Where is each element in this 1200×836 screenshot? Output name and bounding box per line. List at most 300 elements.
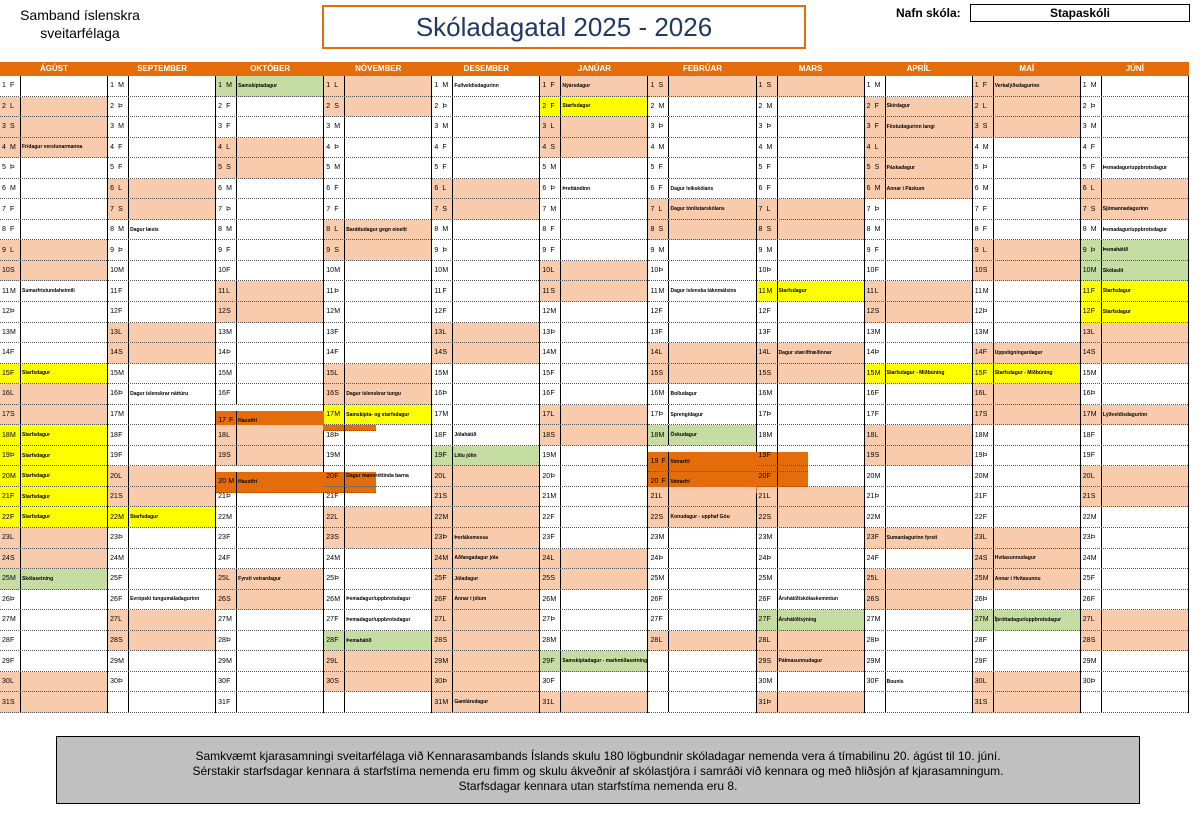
- day-number: 21: [110, 493, 118, 501]
- day-cell: [216, 199, 323, 220]
- weekday-letter: F: [226, 698, 231, 706]
- day-note: [1101, 323, 1188, 343]
- weekday-letter: S: [442, 637, 447, 645]
- day-number: 7: [326, 205, 331, 213]
- day-cell: [973, 405, 1080, 426]
- day-cell: [1081, 323, 1188, 344]
- day-number: 23: [542, 534, 551, 542]
- day-number: 16: [650, 390, 659, 398]
- day-number: 11: [542, 287, 550, 295]
- day-note: Bounis: [885, 672, 972, 692]
- day-cell: [1081, 343, 1188, 364]
- month-column: [757, 76, 865, 713]
- day-note: Páskadagur: [885, 158, 972, 178]
- day-note: [993, 323, 1080, 343]
- day-number: 5: [110, 164, 114, 172]
- day-cell: [648, 549, 755, 570]
- day-cell: [973, 610, 1080, 631]
- day-note: [668, 117, 755, 137]
- weekday-letter: M: [226, 226, 232, 234]
- weekday-letter: Þ: [442, 678, 447, 686]
- weekday-letter: F: [442, 452, 447, 460]
- day-number: 28: [650, 637, 659, 645]
- weekday-letter: M: [766, 575, 773, 583]
- weekday-letter: L: [334, 513, 339, 521]
- day-note: [885, 261, 972, 281]
- day-note: [993, 179, 1080, 199]
- day-cell: [108, 569, 215, 590]
- day-note: Árshátíð/skólaskemmtun: [777, 590, 864, 610]
- day-number: 4: [434, 143, 439, 151]
- day-cell: [432, 466, 539, 487]
- day-note: [236, 692, 323, 712]
- day-note: [777, 487, 864, 507]
- day-cell: [865, 446, 972, 467]
- day-cell: [648, 117, 755, 138]
- day-note: [236, 179, 323, 199]
- weekday-letter: F: [550, 82, 555, 90]
- day-cell: [757, 569, 864, 590]
- day-cell: [648, 384, 755, 405]
- day-number: 25: [650, 575, 659, 583]
- weekday-letter: M: [226, 369, 232, 377]
- day-cell: [865, 610, 972, 631]
- weekday-letter: F: [1090, 431, 1096, 439]
- day-cell: [0, 610, 107, 631]
- day-note: [560, 364, 647, 384]
- day-note: [128, 138, 215, 158]
- day-number: 23: [218, 534, 226, 542]
- day-cell: [1081, 117, 1188, 138]
- day-cell: [108, 692, 215, 713]
- day-note: [777, 138, 864, 158]
- weekday-letter: S: [658, 369, 664, 377]
- day-number: 21: [1082, 493, 1091, 501]
- day-cell: [865, 364, 972, 385]
- weekday-letter: Þ: [658, 123, 664, 131]
- weekday-letter: L: [982, 534, 987, 542]
- day-number: 3: [434, 123, 439, 131]
- day-cell: [108, 610, 215, 631]
- day-number: 9: [434, 246, 439, 254]
- weekday-letter: S: [334, 246, 339, 254]
- day-number: 12: [326, 308, 335, 316]
- weekday-letter: F: [226, 534, 231, 542]
- day-note: [1101, 631, 1188, 651]
- day-cell: [108, 651, 215, 672]
- weekday-letter: Þ: [658, 554, 664, 562]
- day-cell: [757, 240, 864, 261]
- day-number: 22: [1082, 513, 1091, 521]
- weekday-letter: M: [118, 513, 124, 521]
- day-cell: [324, 651, 431, 672]
- day-note: [344, 364, 431, 384]
- weekday-letter: S: [982, 267, 988, 275]
- day-number: 1: [866, 82, 871, 90]
- day-number: 6: [650, 185, 655, 192]
- day-cell: [973, 117, 1080, 138]
- day-number: 5: [866, 164, 871, 172]
- day-note: Haustfrí: [236, 411, 376, 431]
- weekday-letter: L: [874, 287, 879, 295]
- day-cell: [324, 364, 431, 385]
- day-note: [128, 672, 215, 692]
- weekday-letter: Þ: [982, 164, 988, 172]
- day-number: 15: [326, 369, 335, 377]
- day-number: 5: [974, 164, 979, 172]
- day-note: Vetrarfrí: [668, 472, 808, 492]
- day-note: [993, 138, 1080, 158]
- weekday-letter: S: [334, 678, 339, 686]
- day-note: Skólaslit: [1101, 261, 1188, 281]
- day-cell: [540, 97, 647, 118]
- day-note: [993, 158, 1080, 178]
- day-note: [452, 507, 539, 527]
- day-cell: [1081, 384, 1188, 405]
- weekday-letter: S: [766, 657, 772, 665]
- day-number: 11: [866, 287, 874, 295]
- weekday-letter: M: [658, 431, 665, 439]
- day-note: [668, 528, 755, 548]
- day-cell: [108, 199, 215, 220]
- day-cell: [973, 569, 1080, 590]
- day-cell: [432, 138, 539, 159]
- day-note: [885, 384, 972, 404]
- weekday-letter: S: [550, 143, 556, 151]
- weekday-letter: F: [10, 349, 15, 357]
- day-cell: [108, 405, 215, 426]
- weekday-letter: F: [226, 246, 231, 254]
- weekday-letter: M: [334, 164, 341, 172]
- day-number: 6: [326, 185, 331, 192]
- weekday-letter: M: [982, 616, 989, 624]
- day-note: [128, 549, 215, 569]
- day-cell: [432, 364, 539, 385]
- weekday-letter: F: [766, 452, 771, 460]
- weekday-letter: M: [442, 82, 449, 90]
- day-note: [1101, 672, 1188, 692]
- day-number: 31: [974, 698, 983, 706]
- weekday-letter: S: [226, 595, 231, 603]
- weekday-letter: S: [226, 308, 231, 316]
- day-number: 20: [758, 472, 767, 480]
- day-note: [20, 343, 107, 363]
- day-cell: [973, 261, 1080, 282]
- weekday-letter: F: [766, 164, 771, 172]
- weekday-letter: F: [442, 287, 447, 295]
- weekday-letter: S: [442, 493, 447, 501]
- weekday-letter: Þ: [766, 554, 772, 562]
- weekday-letter: F: [766, 328, 771, 336]
- weekday-letter: S: [10, 411, 15, 419]
- day-number: 7: [1082, 205, 1087, 213]
- day-cell: [757, 76, 864, 97]
- day-number: 17: [2, 411, 10, 419]
- day-number: 18: [542, 431, 551, 439]
- weekday-letter: M: [334, 554, 341, 562]
- weekday-letter: F: [118, 308, 123, 316]
- day-note: Dagur stærðfræðinnar: [777, 343, 864, 363]
- day-note: [777, 364, 864, 384]
- day-cell: [0, 199, 107, 220]
- day-note: Konudagur - upphaf Góu: [668, 507, 755, 527]
- day-cell: [973, 528, 1080, 549]
- day-cell: [0, 446, 107, 467]
- day-note: Föstudagurinn langi: [885, 117, 972, 137]
- day-number: 8: [974, 226, 979, 234]
- day-note: Íþróttadagur/uppbrotsdagur: [993, 610, 1080, 630]
- day-cell: [973, 692, 1080, 713]
- month-column: [432, 76, 540, 713]
- day-cell: [973, 281, 1080, 302]
- day-number: 4: [2, 143, 6, 151]
- day-cell: [973, 97, 1080, 118]
- weekday-letter: Þ: [766, 267, 772, 275]
- day-note: [1101, 138, 1188, 158]
- day-number: 11: [218, 287, 226, 295]
- weekday-letter: M: [442, 123, 449, 131]
- weekday-letter: M: [10, 616, 16, 624]
- day-cell: [757, 261, 864, 282]
- day-cell: [648, 507, 755, 528]
- month-header-row: [0, 62, 1189, 76]
- day-cell: [757, 487, 864, 508]
- day-note: [668, 610, 755, 630]
- day-note: Starfsdagur: [20, 487, 107, 507]
- day-note: [885, 487, 972, 507]
- day-number: 19: [110, 452, 118, 460]
- day-note: [560, 220, 647, 240]
- month-header: OKTÓBER: [250, 64, 291, 73]
- day-note: [1101, 507, 1188, 527]
- day-cell: [648, 405, 755, 426]
- day-cell: [0, 76, 107, 97]
- weekday-letter: M: [1090, 369, 1097, 377]
- day-cell: [324, 117, 431, 138]
- day-note: [560, 590, 647, 610]
- day-number: 14: [758, 349, 767, 357]
- day-cell: [865, 631, 972, 652]
- day-number: 3: [866, 123, 871, 131]
- weekday-letter: L: [118, 616, 122, 624]
- day-note: [885, 240, 972, 260]
- school-calendar: [0, 62, 1189, 713]
- weekday-letter: F: [334, 205, 339, 213]
- weekday-letter: M: [442, 513, 449, 521]
- weekday-letter: F: [118, 287, 123, 295]
- day-cell: [757, 446, 864, 467]
- day-cell: [0, 405, 107, 426]
- weekday-letter: L: [226, 287, 231, 295]
- day-cell: [540, 405, 647, 426]
- day-number: 18: [974, 431, 983, 439]
- day-note: [236, 199, 323, 219]
- day-cell: [648, 528, 755, 549]
- org-line-1: Samband íslenskra: [20, 7, 140, 23]
- day-note: [20, 76, 107, 96]
- day-note: [236, 97, 323, 117]
- day-cell: [216, 158, 323, 179]
- day-note: [128, 364, 215, 384]
- weekday-letter: Þ: [1090, 678, 1096, 686]
- day-note: [128, 97, 215, 117]
- day-number: 8: [2, 226, 6, 234]
- day-note: [885, 507, 972, 527]
- weekday-letter: L: [226, 431, 231, 439]
- day-cell: [757, 220, 864, 241]
- weekday-letter: F: [118, 575, 123, 583]
- day-note: [236, 672, 323, 692]
- day-cell: [1081, 590, 1188, 611]
- weekday-letter: F: [10, 513, 15, 521]
- weekday-letter: S: [766, 226, 772, 234]
- weekday-letter: L: [658, 205, 663, 213]
- day-cell: [324, 569, 431, 590]
- day-number: 30: [110, 678, 118, 686]
- day-note: [777, 692, 864, 712]
- day-number: 7: [758, 205, 763, 213]
- day-number: 21: [218, 493, 226, 501]
- day-note: [777, 446, 864, 466]
- day-cell: [1081, 692, 1188, 713]
- day-note: [885, 569, 972, 589]
- day-cell: [1081, 507, 1188, 528]
- day-number: 29: [2, 657, 10, 665]
- day-number: 30: [434, 678, 443, 686]
- weekday-letter: M: [334, 123, 341, 131]
- month-header: JÚNÍ: [1125, 64, 1144, 73]
- day-number: 15: [866, 369, 875, 377]
- day-cell: [648, 138, 755, 159]
- day-note: [236, 507, 323, 527]
- weekday-letter: F: [874, 411, 879, 419]
- weekday-letter: M: [874, 82, 881, 90]
- day-number: 29: [1082, 657, 1091, 665]
- day-cell: [324, 549, 431, 570]
- day-note: [993, 261, 1080, 281]
- weekday-letter: S: [10, 698, 15, 706]
- day-note: Evrópski tungumáladagurinn: [128, 590, 215, 610]
- day-cell: [216, 507, 323, 528]
- day-note: [236, 590, 323, 610]
- month-header: MAÍ: [1019, 64, 1035, 73]
- weekday-letter: M: [766, 246, 773, 254]
- day-number: 15: [218, 369, 226, 377]
- day-cell: [648, 302, 755, 323]
- day-number: 27: [2, 616, 10, 624]
- weekday-letter: L: [550, 554, 555, 562]
- day-note: [560, 692, 647, 712]
- weekday-letter: F: [874, 246, 879, 254]
- day-note: Sumarfrístundaheimili: [20, 281, 107, 301]
- day-note: [236, 281, 323, 301]
- day-cell: [0, 364, 107, 385]
- weekday-letter: M: [658, 534, 665, 542]
- day-note: [344, 569, 431, 589]
- weekday-letter: M: [442, 698, 449, 706]
- day-number: 13: [434, 328, 443, 336]
- weekday-letter: F: [118, 452, 123, 460]
- day-number: 26: [110, 595, 118, 603]
- day-number: 15: [650, 369, 659, 377]
- day-number: 12: [218, 308, 226, 316]
- day-cell: [865, 179, 972, 200]
- day-note: [452, 261, 539, 281]
- day-number: 14: [110, 349, 118, 357]
- day-cell: [757, 117, 864, 138]
- day-number: 17: [758, 411, 767, 419]
- weekday-letter: M: [334, 267, 341, 275]
- weekday-letter: F: [1090, 143, 1096, 151]
- day-number: 3: [218, 123, 223, 131]
- day-cell: [108, 549, 215, 570]
- day-note: [128, 405, 215, 425]
- day-number: 8: [542, 226, 547, 234]
- weekday-letter: Þ: [10, 308, 15, 316]
- day-number: 30: [866, 678, 875, 686]
- weekday-letter: Þ: [118, 678, 123, 686]
- day-cell: [1081, 179, 1188, 200]
- day-number: 2: [326, 102, 331, 110]
- day-number: 23: [1082, 534, 1091, 542]
- day-note: [777, 199, 864, 219]
- school-name-field[interactable]: Stapaskóli: [970, 4, 1190, 22]
- day-note: Þemadagur/uppbrotsdagur: [1101, 220, 1188, 240]
- month-header: SEPTEMBER: [137, 64, 188, 73]
- weekday-letter: L: [118, 185, 122, 192]
- day-number: 26: [650, 595, 659, 603]
- day-cell: [540, 364, 647, 385]
- day-note: [344, 158, 431, 178]
- day-number: 13: [974, 328, 983, 336]
- day-note: Þemahátíð: [344, 631, 431, 651]
- weekday-letter: F: [10, 369, 15, 377]
- day-number: 9: [1082, 246, 1087, 254]
- weekday-letter: Þ: [226, 493, 231, 501]
- day-cell: [0, 692, 107, 713]
- day-number: 6: [218, 185, 223, 192]
- weekday-letter: F: [550, 390, 555, 398]
- day-number: 16: [1082, 390, 1091, 398]
- day-number: 10: [326, 267, 335, 275]
- day-number: 16: [866, 390, 875, 398]
- day-note: [344, 487, 431, 507]
- weekday-letter: S: [118, 493, 123, 501]
- day-cell: [432, 446, 539, 467]
- day-number: 20: [1082, 472, 1091, 480]
- weekday-letter: Þ: [442, 534, 447, 542]
- day-number: 19: [434, 452, 443, 460]
- weekday-letter: S: [226, 452, 231, 460]
- day-cell: [1081, 220, 1188, 241]
- weekday-letter: L: [334, 369, 339, 377]
- weekday-letter: L: [658, 349, 663, 357]
- day-number: 21: [974, 493, 983, 501]
- weekday-letter: S: [118, 205, 123, 213]
- day-note: [344, 692, 431, 712]
- weekday-letter: M: [766, 287, 773, 295]
- day-note: [668, 487, 755, 507]
- day-note: Sjómannadagurinn: [1101, 199, 1188, 219]
- weekday-letter: F: [226, 267, 231, 275]
- weekday-letter: M: [118, 267, 124, 275]
- weekday-letter: Þ: [658, 267, 664, 275]
- day-note: [777, 302, 864, 322]
- day-cell: [432, 631, 539, 652]
- weekday-letter: M: [10, 431, 16, 439]
- day-number: 22: [650, 513, 659, 521]
- day-note: [20, 590, 107, 610]
